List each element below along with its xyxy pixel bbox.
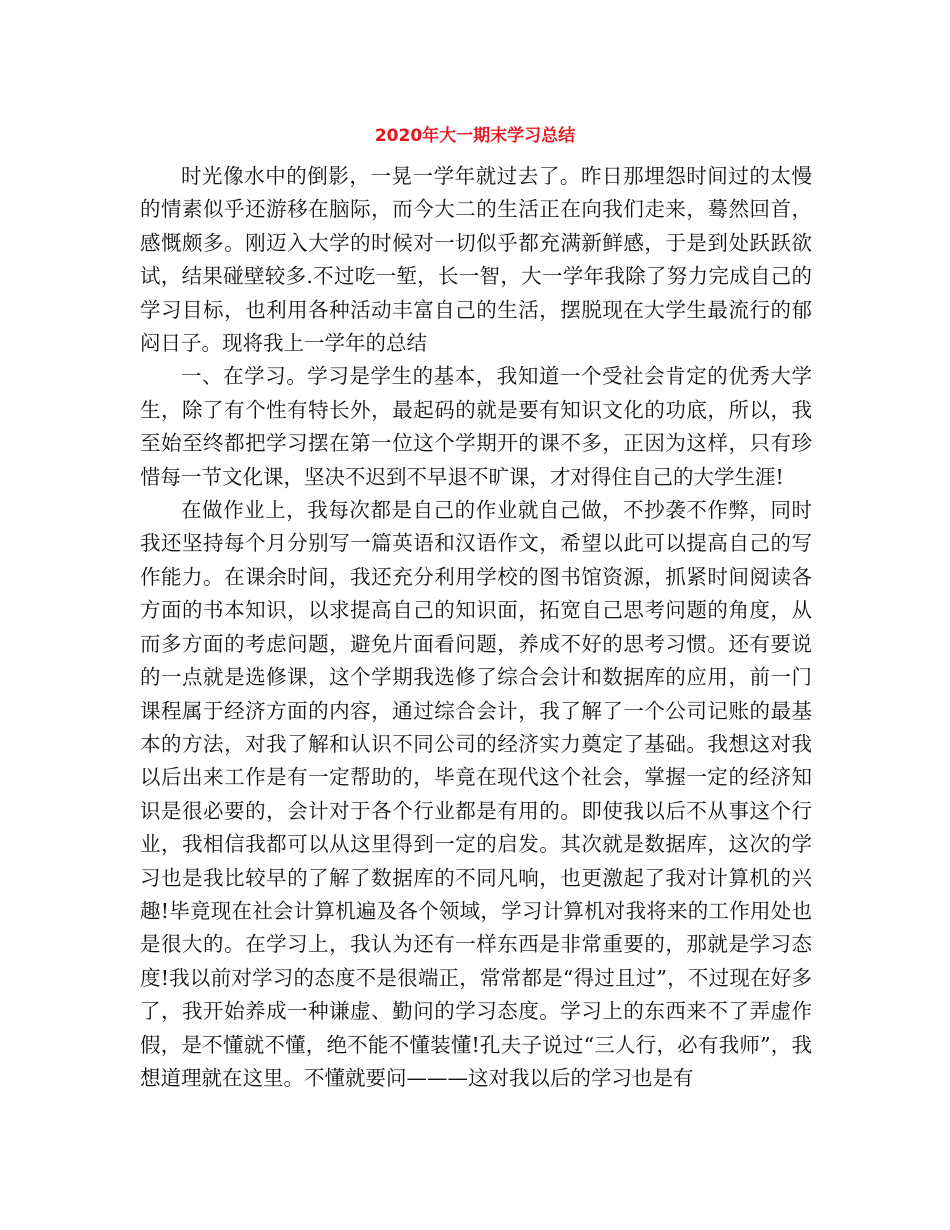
document-title: 2020年大一期末学习总结 xyxy=(374,126,576,146)
paragraph-intro: 时光像水中的倒影，一晃一学年就过去了。昨日那埋怨时间过的太慢的情素似乎还游移在脑际，而今大二的生活正在向我们走来，蓦然回首，感慨颇多。刚迈入大学的时候对一切似乎都充满新鲜感，于是到处跃跃欲试，结果碰壁较多.不过吃一堑，长一智，大一学年我除了努力完成自己的学习目标，也利用各种活动丰富自己的生活，摆脱现在大学生最流行的郁闷日子。现将我上一学年的总结 xyxy=(140,164,812,356)
document-body xyxy=(140,160,812,1095)
paragraph-study: 一、在学习。学习是学生的基本，我知道一个受社会肯定的优秀大学生，除了有个性有特长外，最起码的就是要有知识文化的功底，所以，我至始至终都把学习摆在第一位这个学期开的课不多，正因为这样，只有珍惜每一节文化课，坚决不迟到不早退不旷课，才对得住自己的大学生涯! xyxy=(140,364,812,489)
paragraph-homework: 在做作业上，我每次都是自己的作业就自己做，不抄袭不作弊，同时我还坚持每个月分别写一篇英语和汉语作文，希望以此可以提高自己的写作能力。在课余时间，我还充分利用学校的图书馆资源，抓紧时间阅读各方面的书本知识，以求提高自己的知识面，拓宽自己思考问题的角度，从而多方面的考虑问题，避免片面看问题，养成不好的思考习惯。还有要说的一点就是选修课，这个学期我选修了综合会计和数据库的应用，前一门课程属于经济方面的内容，通过综合会计，我了解了一个公司记账的最基本的方法，对我了解和认识不同公司的经济实力奠定了基础。我想这对我以后出来工作是有一定帮助的，毕竟在现代这个社会，掌握一定的经济知识是很必要的，会计对于各个行业都是有用的。即使我以后不从事这个行业，我相信我都可以从这里得到一定的启发。其次就是数据库，这次的学习也是我比较早的了解了数据库的不同凡响，也更激起了我对计算机的兴趣!毕竟现在社会计算机遍及各个领域，学习计算机对我将来的工作用处也是很大的。在学习上，我认为还有一样东西是非常重要的，那就是学习态度!我以前对学习的态度不是很端正，常常都是“得过且过”，不过现在好多了，我开始养成一种谦虚、勤问的学习态度。学习上的东西来不了弄虚作假，是不懂就不懂，绝不能不懂装懂!孔夫子说过“三人行，必有我师”，我想道理就在这里。不懂就要问———这对我以后的学习也是有 xyxy=(140,498,812,1090)
